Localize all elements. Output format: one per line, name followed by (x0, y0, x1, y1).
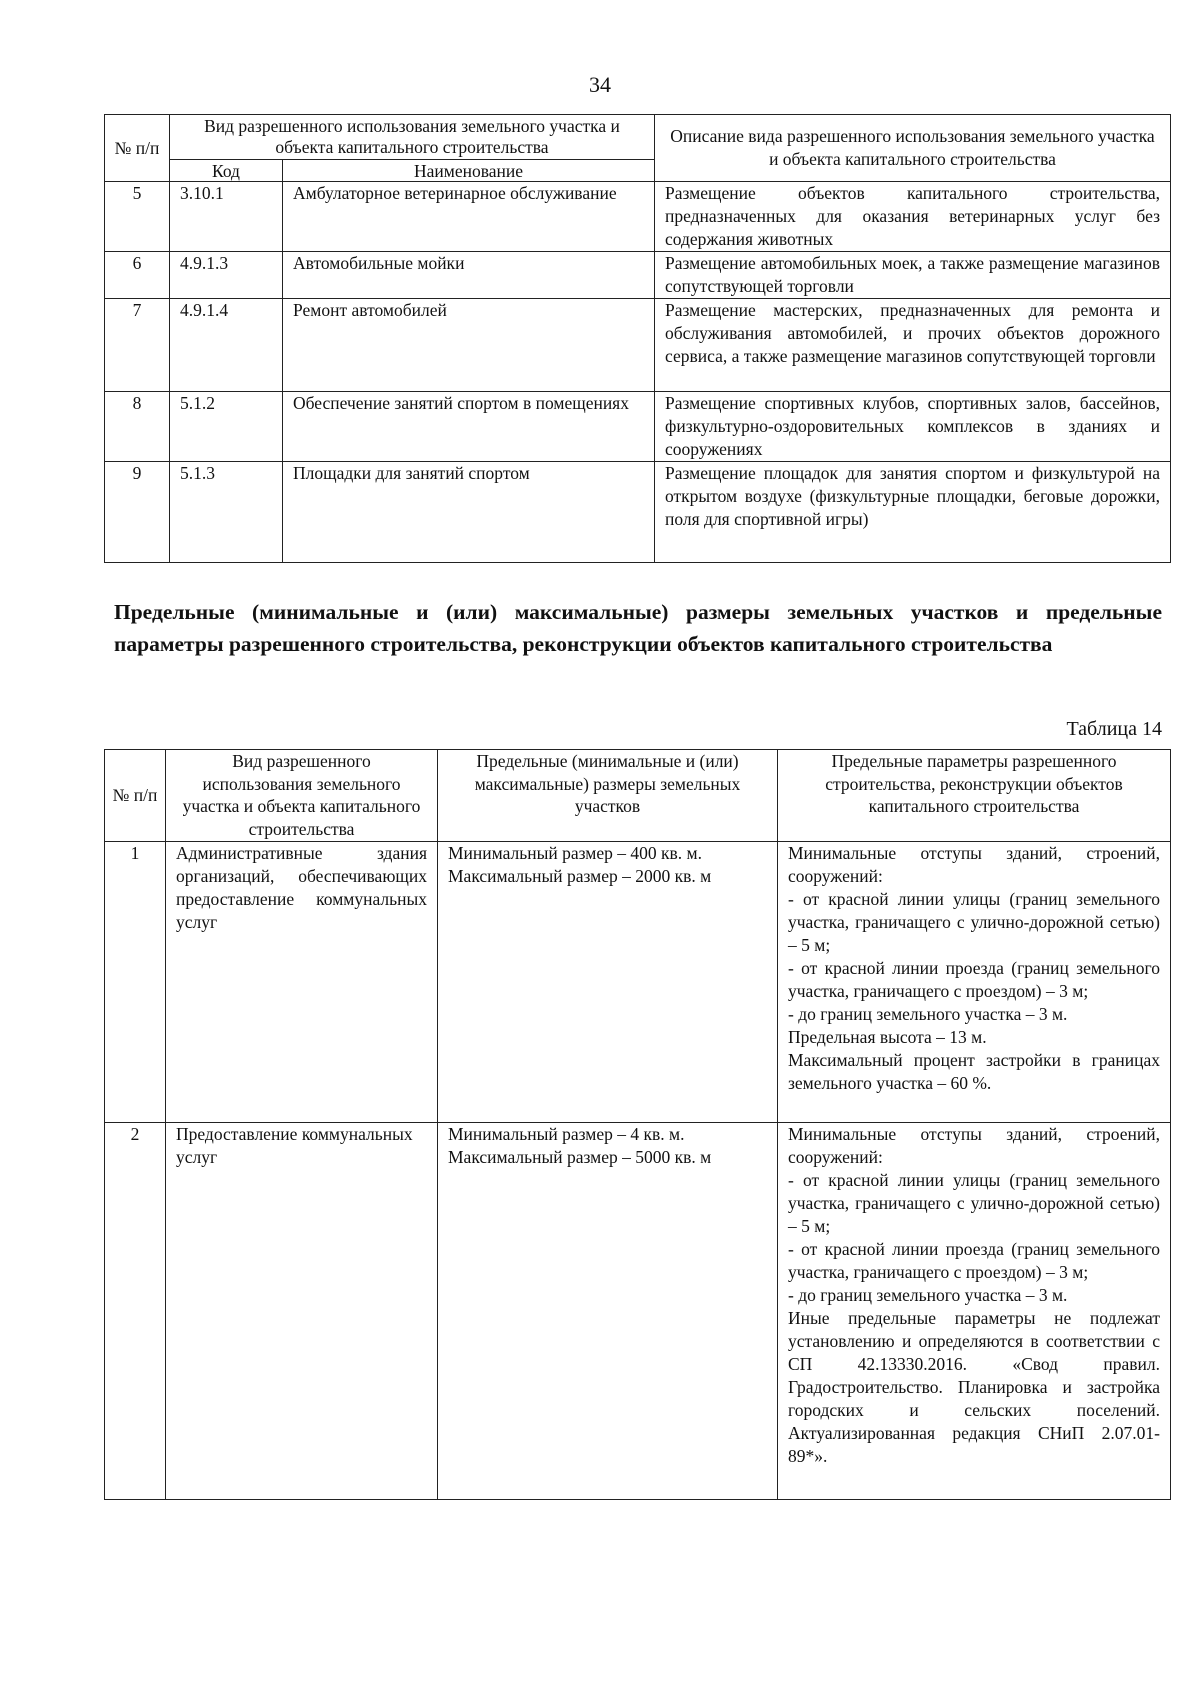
row-description: Размещение площадок для занятия спортом и физкультурой на открытом воздухе (физкультурные площадки, беговые дорожки, поля для спортивной игры) (655, 462, 1171, 563)
row-num: 5 (105, 182, 170, 252)
row-use: Административные здания организаций, обеспечивающих предоставление коммунальных услуг (166, 842, 438, 1123)
param-line: Предельная высота – 13 м. (788, 1027, 987, 1047)
row-name: Площадки для занятий спортом (283, 462, 655, 563)
row-params (778, 842, 1171, 1123)
header-use-group: Вид разрешенного использования земельного участка и объекта капитального строительства (170, 115, 655, 160)
row-code: 5.1.3 (170, 462, 283, 563)
row-description: Размещение спортивных клубов, спортивных залов, бассейнов, физкультурно-оздоровительных комплексов в зданиях и сооружениях (655, 392, 1171, 462)
table-row (105, 182, 1171, 252)
max-size: Максимальный размер – 2000 кв. м (448, 866, 712, 886)
row-code: 5.1.2 (170, 392, 283, 462)
row-use: Предоставление коммунальных услуг (166, 1123, 438, 1500)
param-line: Минимальные отступы зданий, строений, сооружений: (788, 1124, 1160, 1167)
row-code: 4.9.1.4 (170, 299, 283, 392)
page-number: 34 (589, 72, 611, 97)
header-name: Наименование (283, 160, 655, 182)
param-line: - от красной линии проезда (границ земельного участка, граничащего с проездом) – 3 м; (788, 1239, 1160, 1282)
row-num: 2 (105, 1123, 166, 1500)
table-row (105, 392, 1171, 462)
table-caption: Таблица 14 (1066, 718, 1162, 740)
row-num: 1 (105, 842, 166, 1123)
row-name: Автомобильные мойки (283, 252, 655, 299)
table-row (105, 462, 1171, 563)
table-row (105, 299, 1171, 392)
row-num: 6 (105, 252, 170, 299)
row-description: Размещение мастерских, предназначенных для ремонта и обслуживания автомобилей, и прочих объектов дорожного сервиса, а также размещение магазинов сопутствующей торговли (655, 299, 1171, 392)
row-name: Обеспечение занятий спортом в помещениях (283, 392, 655, 462)
param-line: Иные предельные параметры не подлежат установлению и определяются в соответствии с СП 42.13330.2016. «Свод правил. Градостроительство. Планировка и застройка городских и сельских поселений. Актуализированная редакция СНиП 2.07.01-89*». (788, 1308, 1160, 1466)
min-size: Минимальный размер – 400 кв. м. (448, 843, 702, 863)
row-sizes (438, 842, 778, 1123)
header-num: № п/п (105, 115, 170, 182)
limit-parameters-table (104, 749, 1171, 1500)
header-description: Описание вида разрешенного использования земельного участка и объекта капитального строительства (655, 115, 1171, 182)
max-size: Максимальный размер – 5000 кв. м (448, 1147, 712, 1167)
param-line: - до границ земельного участка – 3 м. (788, 1285, 1068, 1305)
header-use: Вид разрешенного использования земельного участка и объекта капитального строительства (166, 750, 438, 842)
header-code: Код (170, 160, 283, 182)
row-num: 9 (105, 462, 170, 563)
param-line: - от красной линии улицы (границ земельного участка, граничащего с улично-дорожной сетью) – 5 м; (788, 889, 1160, 955)
row-code: 4.9.1.3 (170, 252, 283, 299)
row-num: 7 (105, 299, 170, 392)
param-line: Максимальный процент застройки в границах земельного участка – 60 %. (788, 1050, 1160, 1093)
row-params (778, 1123, 1171, 1500)
param-line: - от красной линии улицы (границ земельного участка, граничащего с улично-дорожной сетью) – 5 м; (788, 1170, 1160, 1236)
row-name: Амбулаторное ветеринарное обслуживание (283, 182, 655, 252)
table-row (105, 252, 1171, 299)
table-row (105, 842, 1171, 1123)
section-heading: Предельные (минимальные и (или) максимальные) размеры земельных участков и предельные параметры разрешенного строительства, реконструкции объектов капитального строительства (114, 600, 1162, 656)
permitted-use-table (104, 114, 1171, 563)
row-description: Размещение объектов капитального строительства, предназначенных для оказания ветеринарных услуг без содержания животных (655, 182, 1171, 252)
row-sizes (438, 1123, 778, 1500)
row-description: Размещение автомобильных моек, а также размещение магазинов сопутствующей торговли (655, 252, 1171, 299)
param-line: Минимальные отступы зданий, строений, сооружений: (788, 843, 1160, 886)
row-code: 3.10.1 (170, 182, 283, 252)
header-num: № п/п (105, 750, 166, 842)
header-params: Предельные параметры разрешенного строительства, реконструкции объектов капитального строительства (778, 750, 1171, 842)
row-num: 8 (105, 392, 170, 462)
param-line: - от красной линии проезда (границ земельного участка, граничащего с проездом) – 3 м; (788, 958, 1160, 1001)
row-name: Ремонт автомобилей (283, 299, 655, 392)
min-size: Минимальный размер – 4 кв. м. (448, 1124, 685, 1144)
param-line: - до границ земельного участка – 3 м. (788, 1004, 1068, 1024)
table-row (105, 1123, 1171, 1500)
header-sizes: Предельные (минимальные и (или) максимальные) размеры земельных участков (438, 750, 778, 842)
